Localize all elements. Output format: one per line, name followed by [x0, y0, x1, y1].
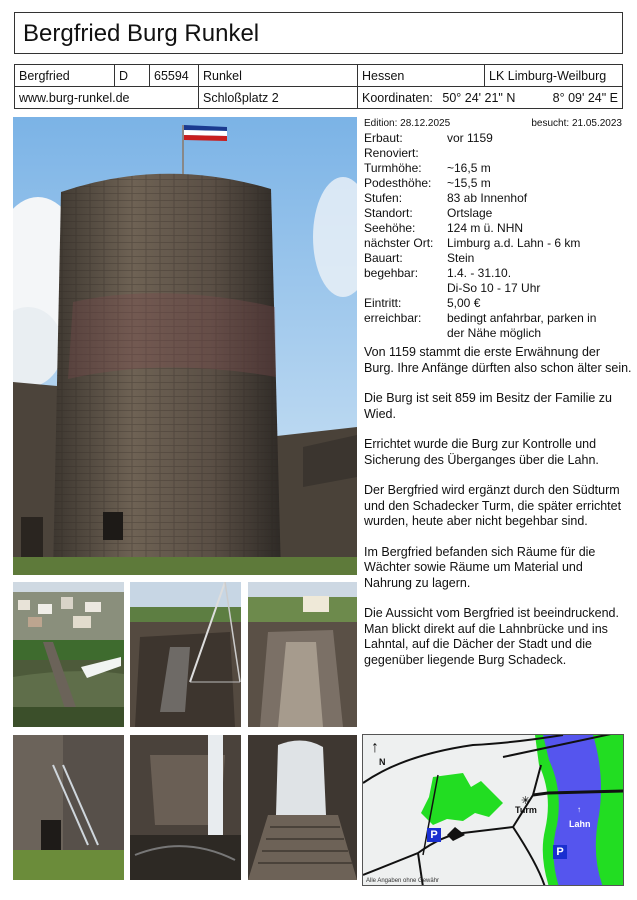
fact-row	[364, 191, 626, 206]
fact-value: Limburg a.d. Lahn - 6 km	[447, 236, 581, 250]
photo-stairs-outside	[13, 735, 124, 880]
fact-row	[364, 266, 626, 281]
river-arrow-icon: ↑	[577, 805, 581, 814]
fact-row	[364, 326, 626, 341]
fact-key: Renoviert:	[364, 146, 419, 160]
fact-key: nächster Ort:	[364, 236, 434, 250]
district-cell: LK Limburg-Weilburg	[485, 65, 623, 87]
facts-list	[364, 131, 626, 341]
fact-key	[364, 281, 447, 296]
type-cell: Bergfried	[15, 65, 115, 87]
fact-key: erreichbar:	[364, 311, 422, 325]
description-paragraph: Die Aussicht vom Bergfried ist beeindruckend. Man blickt direkt auf die Lahnbrücke und ins Lahntal, auf die Dächer der Stadt und die gegenüber liegende Burg Schadeck.	[364, 606, 619, 667]
page-title: Bergfried Burg Runkel	[23, 20, 260, 47]
fact-row	[364, 251, 626, 266]
description-paragraph: Im Bergfried befanden sich Räume für die Wächter sowie Räume um Material und Nahrung zu lagern.	[364, 544, 596, 590]
fact-value: 1.4. - 31.10.	[447, 266, 512, 280]
fact-row	[364, 221, 626, 236]
fact-key: Bauart:	[364, 251, 403, 265]
state-cell: Hessen	[358, 65, 485, 87]
address-cell: Schloßplatz 2	[199, 87, 358, 109]
fact-key: Turmhöhe:	[364, 161, 422, 175]
info-row-1	[15, 65, 623, 87]
description-paragraph: Errichtet wurde die Burg zur Kontrolle und Sicherung des Überganges über die Lahn.	[364, 437, 599, 467]
fact-value: ~15,5 m	[447, 176, 491, 190]
fact-value: 5,00 €	[447, 296, 481, 310]
fact-row	[364, 131, 626, 146]
parking-icon-river: P	[553, 845, 567, 859]
river-label: Lahn	[569, 819, 591, 829]
description-paragraph: Der Bergfried wird ergänzt durch den Südturm und den Schadecker Turm, die später errichtet wurden, heute aber nicht begehbar sind.	[364, 483, 622, 528]
coordinates-label: Koordinaten:	[362, 90, 433, 105]
description-paragraph: Die Burg ist seit 859 im Besitz der Familie zu Wied.	[364, 391, 613, 421]
edition-line	[364, 118, 626, 129]
website-link[interactable]: www.burg-runkel.de	[15, 87, 199, 109]
tower-label: Turm	[515, 805, 537, 815]
photo-view-bridge	[13, 582, 124, 727]
main-photo-tower	[13, 117, 357, 575]
postcode-cell: 65594	[150, 65, 199, 87]
description	[364, 345, 632, 683]
fact-value: Di-So 10 - 17 Uhr	[447, 281, 541, 295]
coordinates-cell	[358, 87, 623, 109]
fact-row	[364, 281, 626, 296]
photo-battlement	[248, 582, 357, 727]
photo-stone-stairs	[248, 735, 357, 880]
fact-key: Standort:	[364, 206, 413, 220]
fact-row	[364, 311, 626, 326]
info-row-2	[15, 87, 623, 109]
fact-value: bedingt anfahrbar, parken in	[447, 311, 597, 325]
fact-row	[364, 296, 626, 311]
north-label: N	[379, 757, 386, 767]
fact-value: vor 1159	[447, 131, 493, 145]
visited: besucht: 21.05.2023	[531, 118, 622, 129]
fact-row	[364, 161, 626, 176]
longitude: 8° 09' 24" E	[552, 90, 618, 105]
fact-value: ~16,5 m	[447, 161, 491, 175]
fact-value: der Nähe möglich	[447, 326, 542, 340]
fact-value: 83 ab Innenhof	[447, 191, 528, 205]
town-cell: Runkel	[199, 65, 358, 87]
country-cell: D	[115, 65, 150, 87]
fact-value: 124 m ü. NHN	[447, 221, 524, 235]
fact-key: Eintritt:	[364, 296, 402, 310]
info-table	[14, 64, 623, 109]
photo-tower-interior	[130, 582, 241, 727]
fact-key: Podesthöhe:	[364, 176, 432, 190]
fact-key: Seehöhe:	[364, 221, 416, 235]
fact-key: begehbar:	[364, 266, 419, 280]
edition: Edition: 28.12.2025	[364, 118, 451, 129]
fact-key	[364, 326, 447, 341]
fact-value: Ortslage	[447, 206, 493, 220]
fact-row	[364, 206, 626, 221]
fact-value: Stein	[447, 251, 475, 265]
fact-row	[364, 236, 626, 251]
fact-key: Erbaut:	[364, 131, 403, 145]
description-paragraph: Von 1159 stammt die erste Erwähnung der Burg. Ihre Anfänge dürften also schon älter sein.	[364, 345, 632, 375]
fact-row	[364, 146, 626, 161]
fact-row	[364, 176, 626, 191]
fact-key: Stufen:	[364, 191, 403, 205]
parking-icon-castle: P	[427, 828, 441, 842]
disclaimer: Alle Angaben ohne Gewähr	[366, 878, 440, 884]
north-arrow-icon: ↑	[371, 739, 379, 756]
title-box	[14, 12, 623, 54]
latitude: 50° 24' 21" N	[442, 90, 516, 105]
location-map	[362, 734, 624, 886]
svg-text:✳: ✳	[521, 794, 531, 807]
photo-stairwell-top	[130, 735, 241, 880]
